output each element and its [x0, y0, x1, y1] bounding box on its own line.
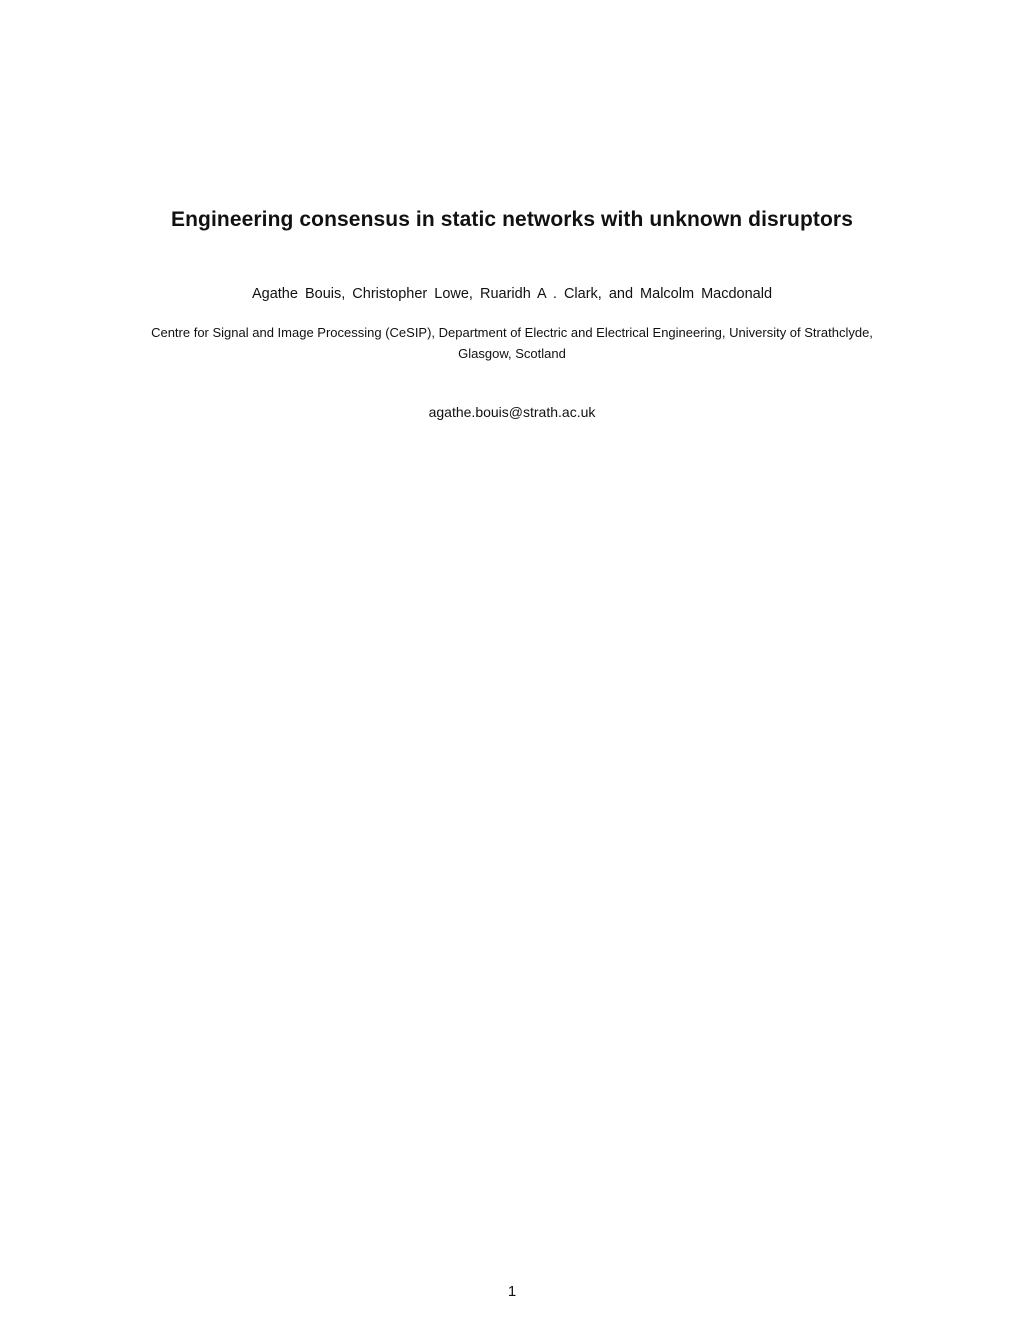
page-number: 1	[507, 1283, 517, 1300]
author-list: Agathe Bouis, Christopher Lowe, Ruaridh A . Clark, and Malcolm Macdonald	[251, 286, 773, 302]
contact-email: agathe.bouis@strath.ac.uk	[428, 404, 596, 420]
paper-title: Engineering consensus in static networks with unknown disruptors	[171, 208, 853, 231]
author-affiliation: Centre for Signal and Image Processing (CeSIP), Department of Electric and Electrical Engineering, University of Strathclyde, Glasgow, Scotland	[151, 325, 873, 361]
